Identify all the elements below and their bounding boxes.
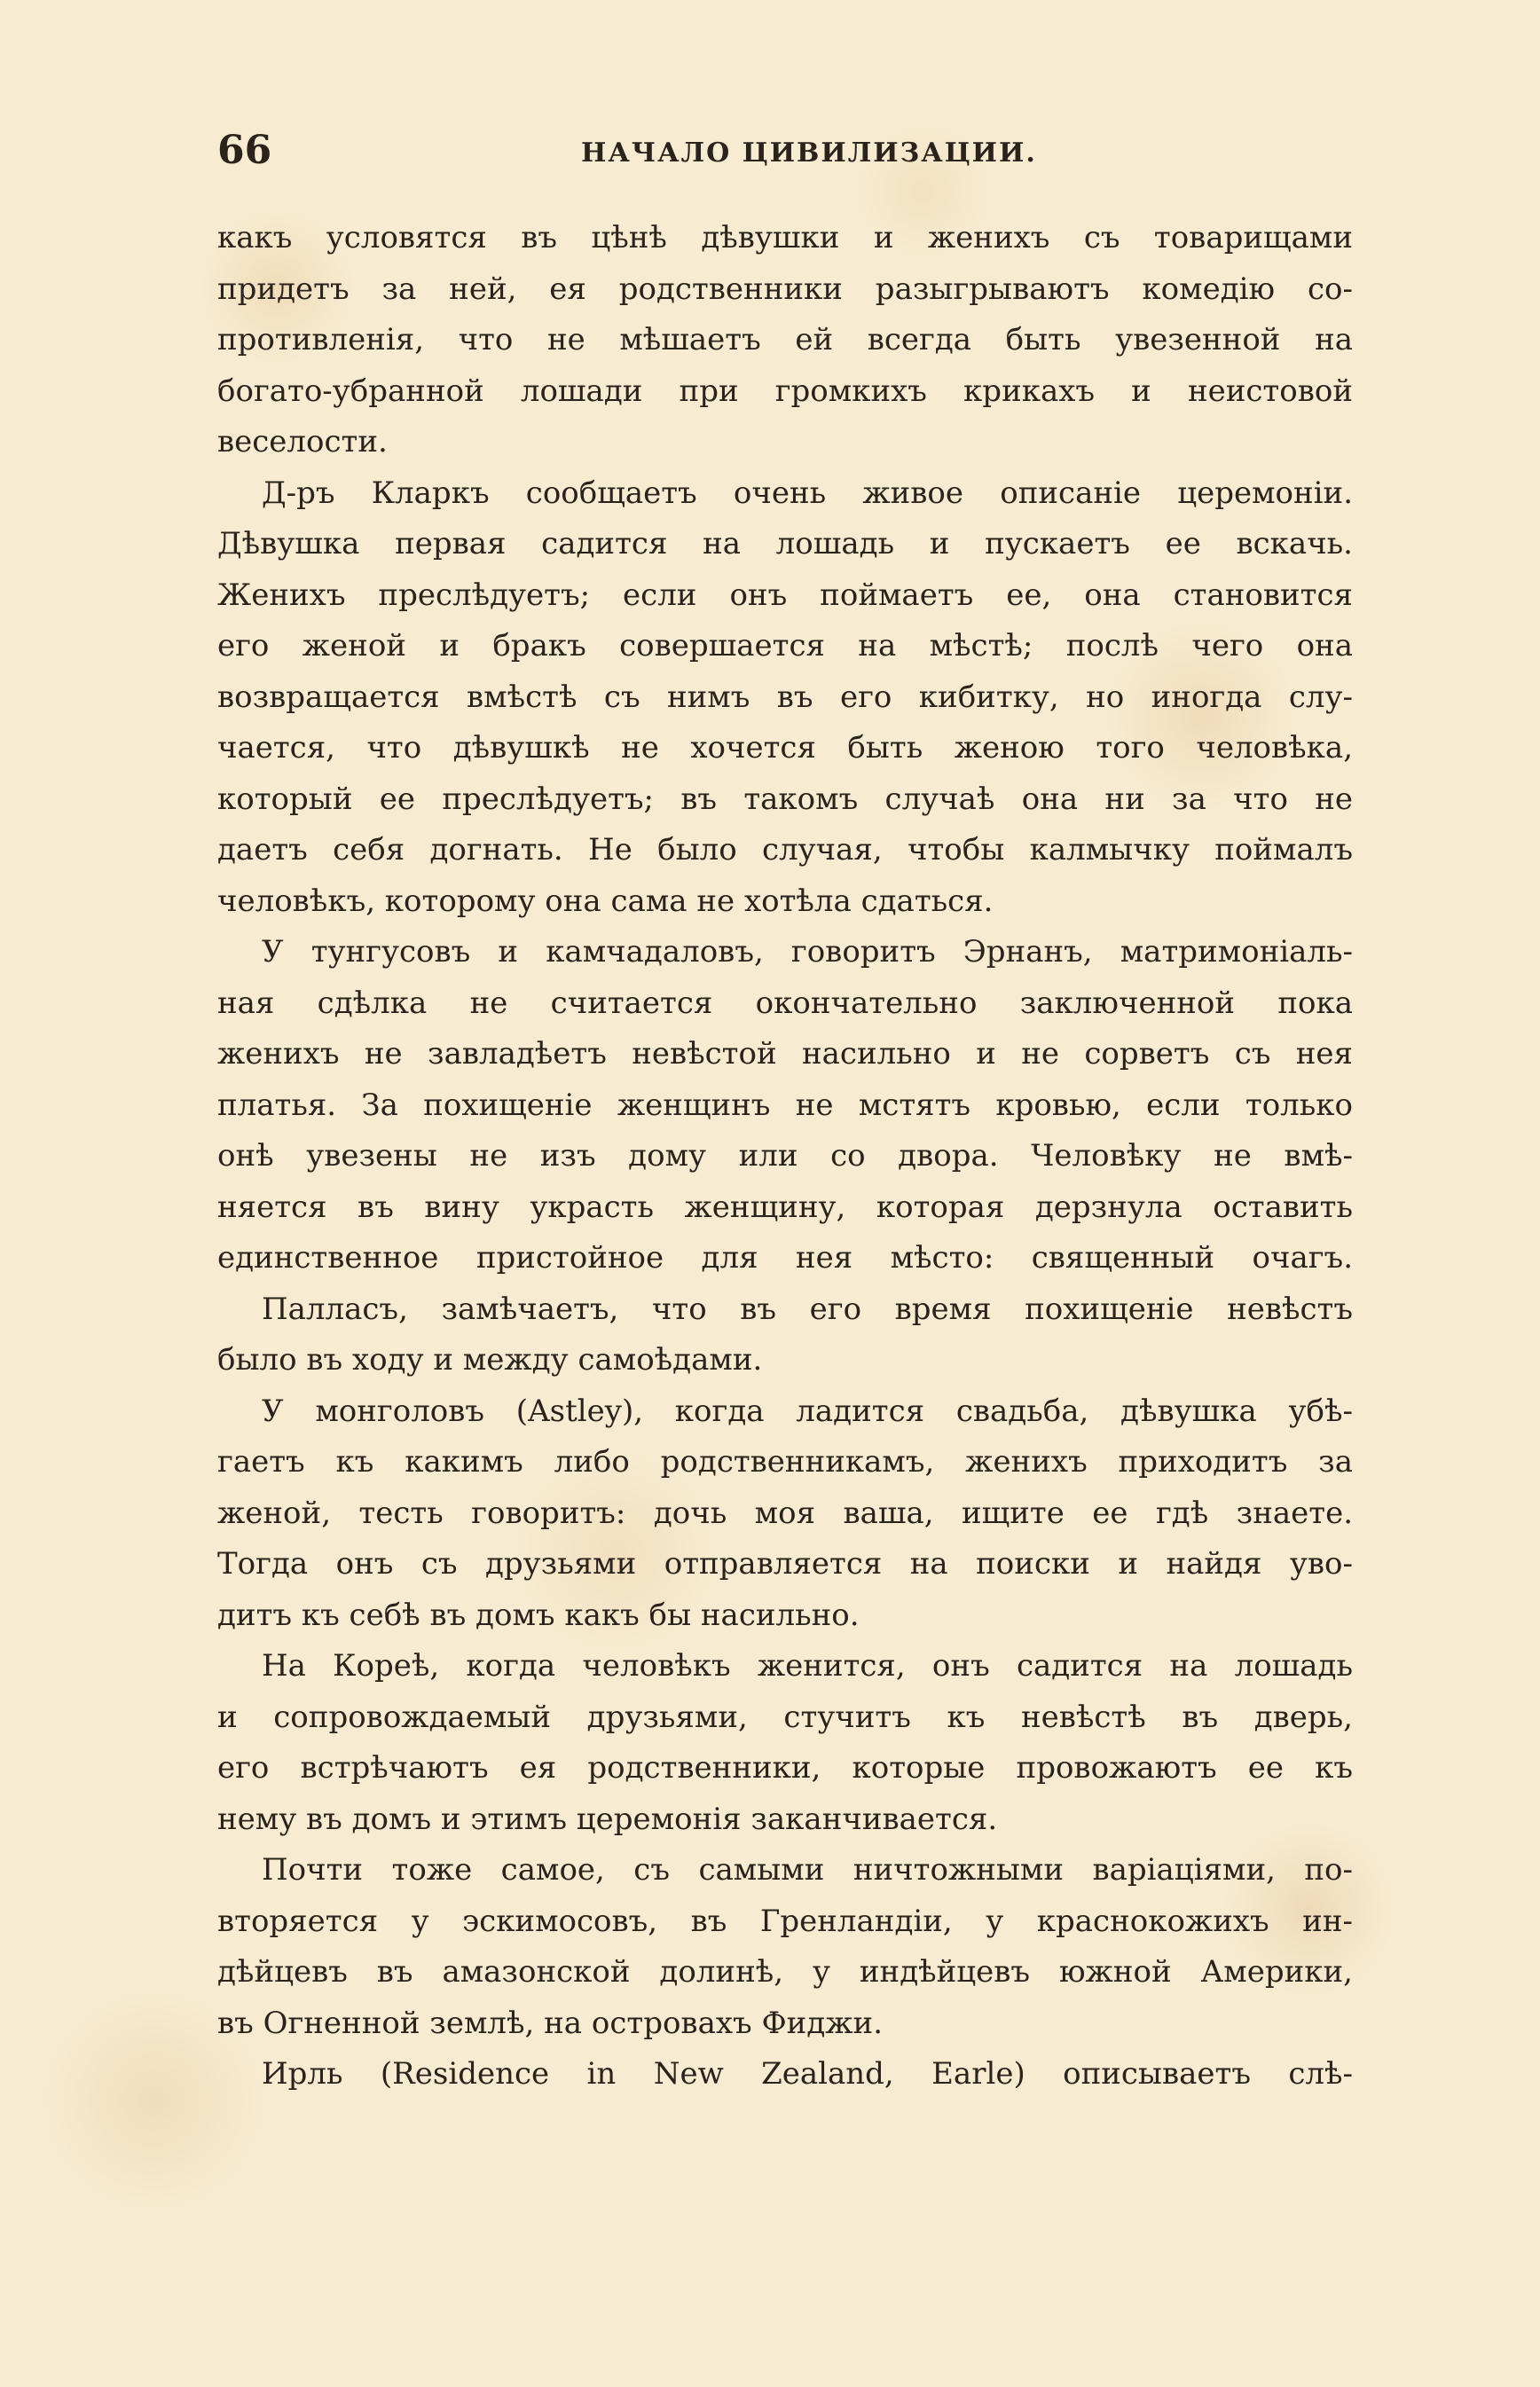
text-line: ная сдѣлка не считается окончательно заключенной пока [217,985,1353,1021]
text-line: его встрѣчаютъ ея родственники, которые провожаютъ ее къ [217,1750,1353,1786]
paragraph-first-line: Д-ръ Кларкъ сообщаетъ очень живое описаніе церемоніи. [262,475,1353,511]
text-line: вторяется у эскимосовъ, въ Гренландіи, у краснокожихъ ин- [217,1903,1353,1939]
text-line: гаетъ къ какимъ либо родственникамъ, женихъ приходитъ за [217,1444,1353,1480]
text-line: въ Огненной землѣ, на островахъ Фиджи. [217,2005,884,2041]
running-title: НАЧАЛО ЦИВИЛИЗАЦИИ. [581,137,1037,169]
text-line: нему въ домъ и этимъ церемонія заканчивается. [217,1801,998,1837]
text-line: дитъ къ себѣ въ домъ какъ бы насильно. [217,1597,860,1633]
text-line: женихъ не завладѣетъ невѣстой насильно и не сорветъ съ нея [217,1036,1353,1072]
page-number: 66 [217,128,272,173]
text-line: Дѣвушка первая садится на лошадь и пускаетъ ее вскачь. [217,526,1353,561]
text-line: няется въ вину украсть женщину, которая дерзнула оставить [217,1189,1353,1225]
text-line: онѣ увезены не изъ дому или со двора. Человѣку не вмѣ- [217,1138,1353,1174]
paragraph-first-line: У тунгусовъ и камчадаловъ, говоритъ Эрнанъ, матримоніаль- [262,934,1353,970]
paragraph-first-line: Палласъ, замѣчаетъ, что въ его время похищеніе невѣстъ [262,1291,1353,1327]
body-text [217,213,1353,2100]
text-line: Тогда онъ съ друзьями отправляется на поиски и найдя уво- [217,1546,1353,1582]
text-line: придетъ за ней, ея родственники разыгрываютъ комедію со- [217,271,1353,307]
paragraph-first-line: На Кореѣ, когда человѣкъ женится, онъ садится на лошадь [262,1648,1353,1684]
text-line: возвращается вмѣстѣ съ нимъ въ его кибитку, но иногда слу- [217,679,1353,715]
text-line: противленія, что не мѣшаетъ ей всегда быть увезенной на [217,322,1353,357]
text-line: было въ ходу и между самоѣдами. [217,1342,763,1378]
text-line: который ее преслѣдуетъ; въ такомъ случаѣ она ни за что не [217,781,1353,817]
text-line: его женой и бракъ совершается на мѣстѣ; послѣ чего она [217,628,1353,663]
text-line: и сопровождаемый друзьями, стучитъ къ невѣстѣ въ дверь, [217,1699,1353,1735]
text-line: какъ условятся въ цѣнѣ дѣвушки и женихъ съ товарищами [217,220,1353,255]
text-line: Женихъ преслѣдуетъ; если онъ поймаетъ ее, она становится [217,577,1353,613]
text-line: женой, тесть говоритъ: дочь моя ваша, ищите ее гдѣ знаете. [217,1495,1353,1531]
text-line: богато-убранной лошади при громкихъ крикахъ и неистовой [217,373,1353,409]
paragraph-first-line: Почти тоже самое, съ самыми ничтожными варіаціями, по- [262,1852,1353,1888]
page-header [217,124,1353,177]
text-line: единственное пристойное для нея мѣсто: священный очагъ. [217,1240,1353,1276]
text-line: платья. За похищеніе женщинъ не мстятъ кровью, если только [217,1087,1353,1123]
text-line: веселости. [217,424,388,459]
paragraph-first-line: У монголовъ (Astley), когда ладится свадьба, дѣвушка убѣ- [262,1393,1353,1429]
text-line: человѣкъ, которому она сама не хотѣла сдаться. [217,883,994,919]
text-line: чается, что дѣвушкѣ не хочется быть женою того человѣка, [217,730,1353,766]
text-line: дѣйцевъ въ амазонской долинѣ, у индѣйцевъ южной Америки, [217,1954,1353,1990]
text-line: даетъ себя догнать. Не было случая, чтобы калмычку поймалъ [217,832,1353,868]
paragraph-first-line: Ирль (Residence in New Zealand, Earle) описываетъ слѣ- [262,2056,1353,2092]
